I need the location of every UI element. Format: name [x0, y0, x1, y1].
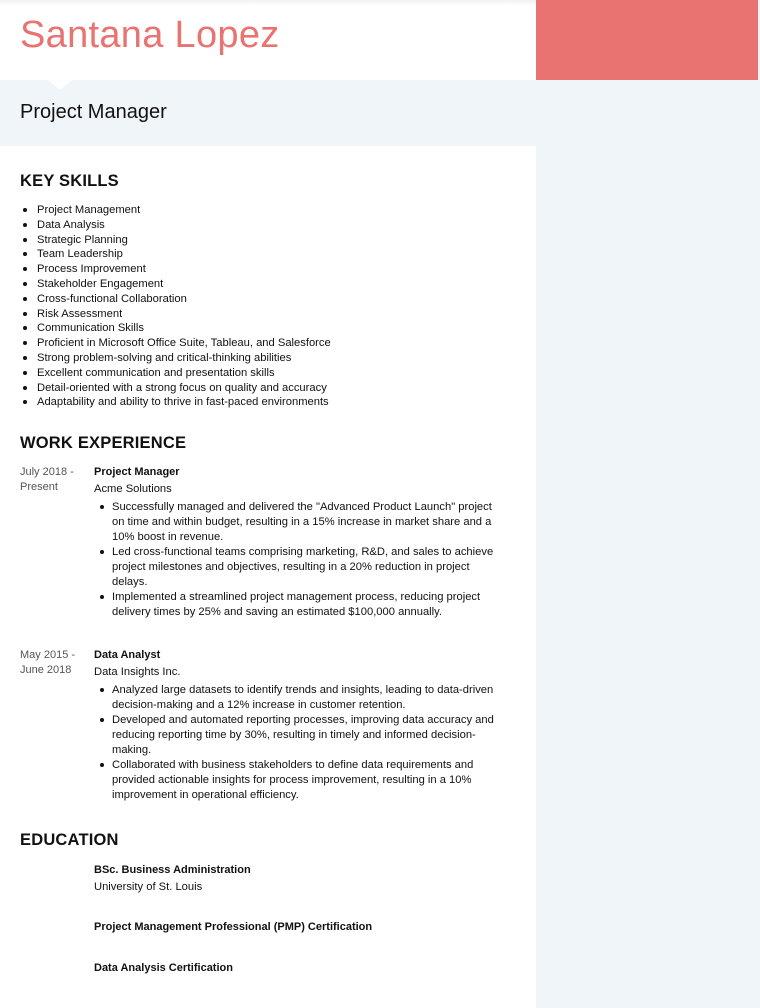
- experience-bullet: Led cross-functional teams comprising marketing, R&D, and sales to achieve project milestones and objectives, resulting in a 20% reduction in project delays.: [94, 545, 504, 590]
- experience-bullet: Developed and automated reporting processes, improving data accuracy and reducing reporting time by 30%, resulting in timely and informed decision-making.: [94, 713, 504, 758]
- job-title: Project Manager: [20, 101, 167, 123]
- experience-bullet: Successfully managed and delivered the "Advanced Product Launch" project on time and within budget, resulting in a 15% increase in market share and a 10% boost in revenue.: [94, 500, 504, 545]
- candidate-name: Santana Lopez: [20, 14, 280, 56]
- experience-company: Acme Solutions: [94, 483, 172, 496]
- skills-list: [20, 203, 520, 410]
- skill-item: Project Management: [20, 203, 520, 218]
- skills-heading: KEY SKILLS: [20, 172, 119, 190]
- experience-role: Project Manager: [94, 466, 180, 479]
- skills-section: [20, 172, 520, 410]
- top-shadow-band: [0, 0, 536, 6]
- skill-item: Team Leadership: [20, 247, 520, 262]
- education-degree: Data Analysis Certification: [94, 962, 233, 975]
- skill-item: Detail-oriented with a strong focus on quality and accuracy: [20, 381, 520, 396]
- skill-item: Proficient in Microsoft Office Suite, Tableau, and Salesforce: [20, 336, 520, 351]
- experience-bullet: Analyzed large datasets to identify trends and insights, leading to data-driven decision-making and a 12% increase in customer retention.: [94, 683, 504, 713]
- skill-item: Excellent communication and presentation skills: [20, 366, 520, 381]
- sidebar-accent-block: [536, 0, 758, 80]
- experience-entry: [20, 648, 520, 803]
- skill-item: Communication Skills: [20, 321, 520, 336]
- education-school: University of St. Louis: [94, 881, 203, 894]
- date-end: June 2018: [20, 664, 72, 677]
- experience-dates: [20, 465, 90, 495]
- education-entry: [94, 863, 520, 896]
- education-entry: [94, 961, 520, 976]
- experience-role: Data Analyst: [94, 649, 161, 662]
- skill-item: Strong problem-solving and critical-thinking abilities: [20, 351, 520, 366]
- skill-item: Adaptability and ability to thrive in fast-paced environments: [20, 395, 520, 410]
- experience-bullet: Collaborated with business stakeholders to define data requirements and provided actionable insights for process improvement, resulting in a 10% improvement in operational efficiency.: [94, 758, 504, 803]
- skill-item: Risk Assessment: [20, 307, 520, 322]
- education-degree: Project Management Professional (PMP) Certification: [94, 921, 373, 934]
- skill-item: Strategic Planning: [20, 233, 520, 248]
- education-degree: BSc. Business Administration: [94, 864, 251, 877]
- skill-item: Cross-functional Collaboration: [20, 292, 520, 307]
- right-sidebar-panel: [536, 0, 760, 1008]
- skill-item: Process Improvement: [20, 262, 520, 277]
- experience-dates: [20, 648, 90, 678]
- experience-body: [94, 648, 520, 803]
- education-entry: [94, 920, 520, 935]
- skill-item: Data Analysis: [20, 218, 520, 233]
- experience-section: [20, 434, 520, 803]
- education-heading: EDUCATION: [20, 831, 119, 850]
- experience-heading: WORK EXPERIENCE: [20, 434, 187, 453]
- experience-bullet: Implemented a streamlined project management process, reducing project delivery times by 25% and saving an estimated $100,000 annually.: [94, 590, 504, 620]
- title-band-notch: [48, 80, 72, 90]
- skill-item: Stakeholder Engagement: [20, 277, 520, 292]
- resume-main-column: [20, 172, 520, 992]
- experience-bullets: [94, 683, 520, 803]
- experience-entry: [20, 465, 520, 620]
- education-section: [20, 831, 520, 976]
- experience-bullets: [94, 500, 520, 620]
- experience-company: Data Insights Inc.: [94, 666, 181, 679]
- date-end: Present: [20, 481, 58, 494]
- experience-body: [94, 465, 520, 620]
- date-start: May 2015 -: [20, 649, 76, 662]
- date-start: July 2018 -: [20, 466, 74, 479]
